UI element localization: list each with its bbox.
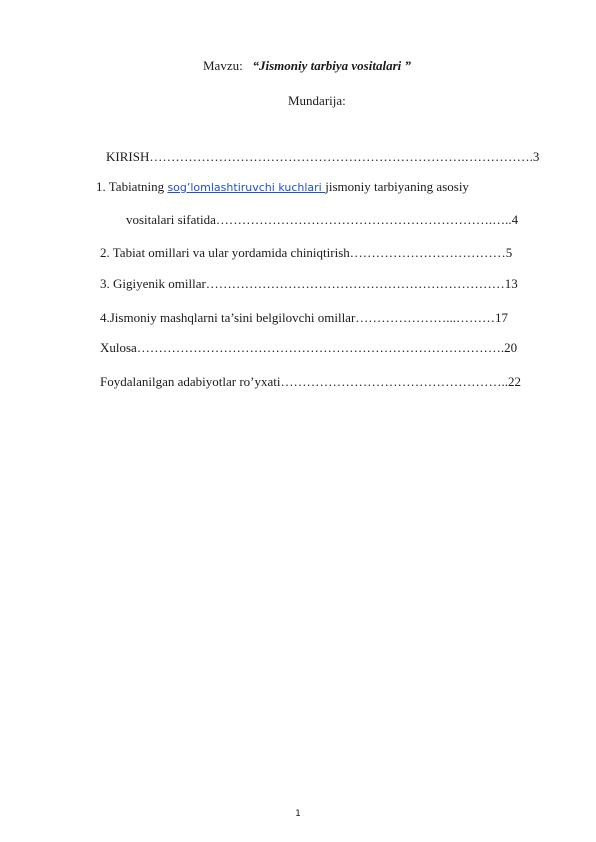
toc-entry-1 xyxy=(96,179,469,196)
toc-entry-1-suffix: jismoniy tarbiyaning asosiy xyxy=(325,179,469,194)
toc-entry-1-prefix: 1. Tabiatning xyxy=(96,179,168,194)
contents-heading: Mundarija: xyxy=(288,93,346,108)
page-number: 1 xyxy=(295,809,301,819)
toc-entry-conclusion: Xulosa………………………………………………………………………….20 xyxy=(100,340,518,355)
topic-heading xyxy=(203,58,411,74)
topic-title: “Jismoniy tarbiya vositalari ” xyxy=(252,58,412,73)
toc-entry-3: 3. Gigiyenik omillar……………………………………………………………13 xyxy=(100,276,518,291)
toc-entry-intro: KIRISH……………………………………………………………….…………….3 xyxy=(106,149,540,164)
toc-entry-1-continued: vositalari sifatida……………………………………………………….…..4 xyxy=(126,212,519,227)
topic-label: Mavzu: xyxy=(203,58,243,73)
toc-entry-references: Foydalanilgan adabiyotlar ro’yxati……………………………………………..22 xyxy=(100,374,522,389)
toc-entry-1-link[interactable]: sog’lomlashtiruvchi kuchlari xyxy=(167,181,326,194)
toc-entry-2: 2. Tabiat omillari va ular yordamida chiniqtirish………………………………5 xyxy=(100,245,513,260)
toc-entry-4: 4.Jismoniy mashqlarni ta’sini belgilovchi omillar…………………...………17 xyxy=(100,310,509,325)
